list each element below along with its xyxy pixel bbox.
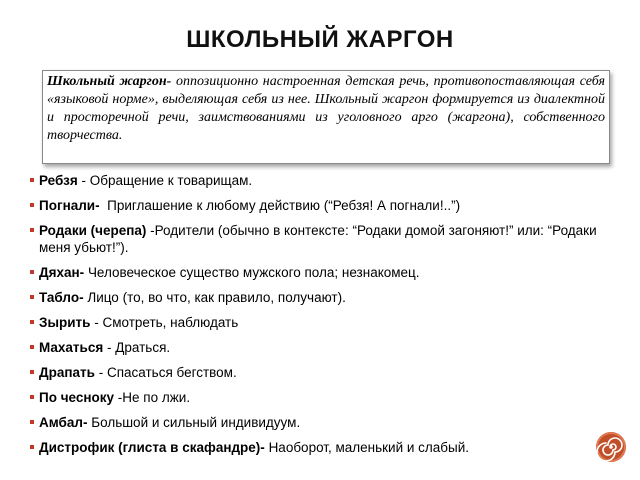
list-item <box>30 364 610 381</box>
item-term: Зырить <box>39 315 91 330</box>
list-item <box>30 389 610 406</box>
item-term: Драпать <box>39 365 95 380</box>
jargon-list <box>30 172 610 464</box>
bullet-icon <box>30 320 34 324</box>
item-definition: Большой и сильный индивидуум. <box>91 415 301 430</box>
item-definition: Приглашение к любому действию (“Ребзя! А погнали!..”) <box>107 198 461 213</box>
list-item <box>30 314 610 331</box>
list-item <box>30 439 610 456</box>
item-separator: - <box>114 390 123 405</box>
item-term: Табло- <box>39 290 84 305</box>
list-item <box>30 339 610 356</box>
bullet-icon <box>30 395 34 399</box>
item-definition: Лицо (то, во что, как правило, получают). <box>87 290 346 305</box>
item-term: Ребзя <box>39 173 78 188</box>
item-term: Дистрофик (глиста в скафандре)- <box>39 440 265 455</box>
item-term: Родаки (черепа) <box>39 223 147 238</box>
item-separator: - <box>77 173 90 188</box>
bullet-icon <box>30 345 34 349</box>
item-term: Махаться <box>39 340 104 355</box>
list-item <box>30 414 610 431</box>
item-definition: Человеческое существо мужского пола; незнакомец. <box>87 265 420 280</box>
list-item <box>30 172 610 189</box>
bullet-icon <box>30 445 34 449</box>
bullet-icon <box>30 228 34 232</box>
item-term: По чесноку <box>39 390 115 405</box>
item-definition: Не по лжи. <box>122 390 191 405</box>
item-definition: Наоборот, маленький и слабый. <box>268 440 470 455</box>
item-term: Амбал- <box>39 415 88 430</box>
item-separator: - <box>103 340 116 355</box>
item-definition: Драться. <box>115 340 171 355</box>
item-definition: Родители (обычно в контексте: “Родаки домой загоняют!” или: “Родаки меня убьют!”). <box>39 223 597 255</box>
bullet-icon <box>30 178 34 182</box>
list-item <box>30 289 610 306</box>
spiral-logo-icon <box>596 432 626 462</box>
item-separator <box>100 198 108 213</box>
bullet-icon <box>30 295 34 299</box>
list-item <box>30 197 610 214</box>
intro-paragraph <box>47 73 605 145</box>
bullet-icon <box>30 203 34 207</box>
list-item <box>30 264 610 281</box>
item-definition: Спасаться бегством. <box>106 365 237 380</box>
item-definition: Обращение к товарищам. <box>89 173 253 188</box>
bullet-icon <box>30 270 34 274</box>
list-item <box>30 222 610 256</box>
slide-title: ШКОЛЬНЫЙ ЖАРГОН <box>186 26 454 53</box>
intro-definition: оппозиционно настроенная детская речь, противопоставляющая себя «языковой норме», выделяющая себя из нее. Школьный жаргон формируется из диалектной и просторечной речи, заимствованиями из уголовного арго (жаргона), собственного творчества. <box>47 74 605 143</box>
bullet-icon <box>30 420 34 424</box>
item-separator: - <box>94 365 107 380</box>
item-separator: - <box>146 223 155 238</box>
intro-term: Школьный жаргон- <box>47 74 172 89</box>
item-separator: - <box>90 315 103 330</box>
bullet-icon <box>30 370 34 374</box>
item-definition: Смотреть, наблюдать <box>102 315 239 330</box>
item-term: Погнали- <box>39 198 100 213</box>
item-term: Дяхан- <box>39 265 85 280</box>
